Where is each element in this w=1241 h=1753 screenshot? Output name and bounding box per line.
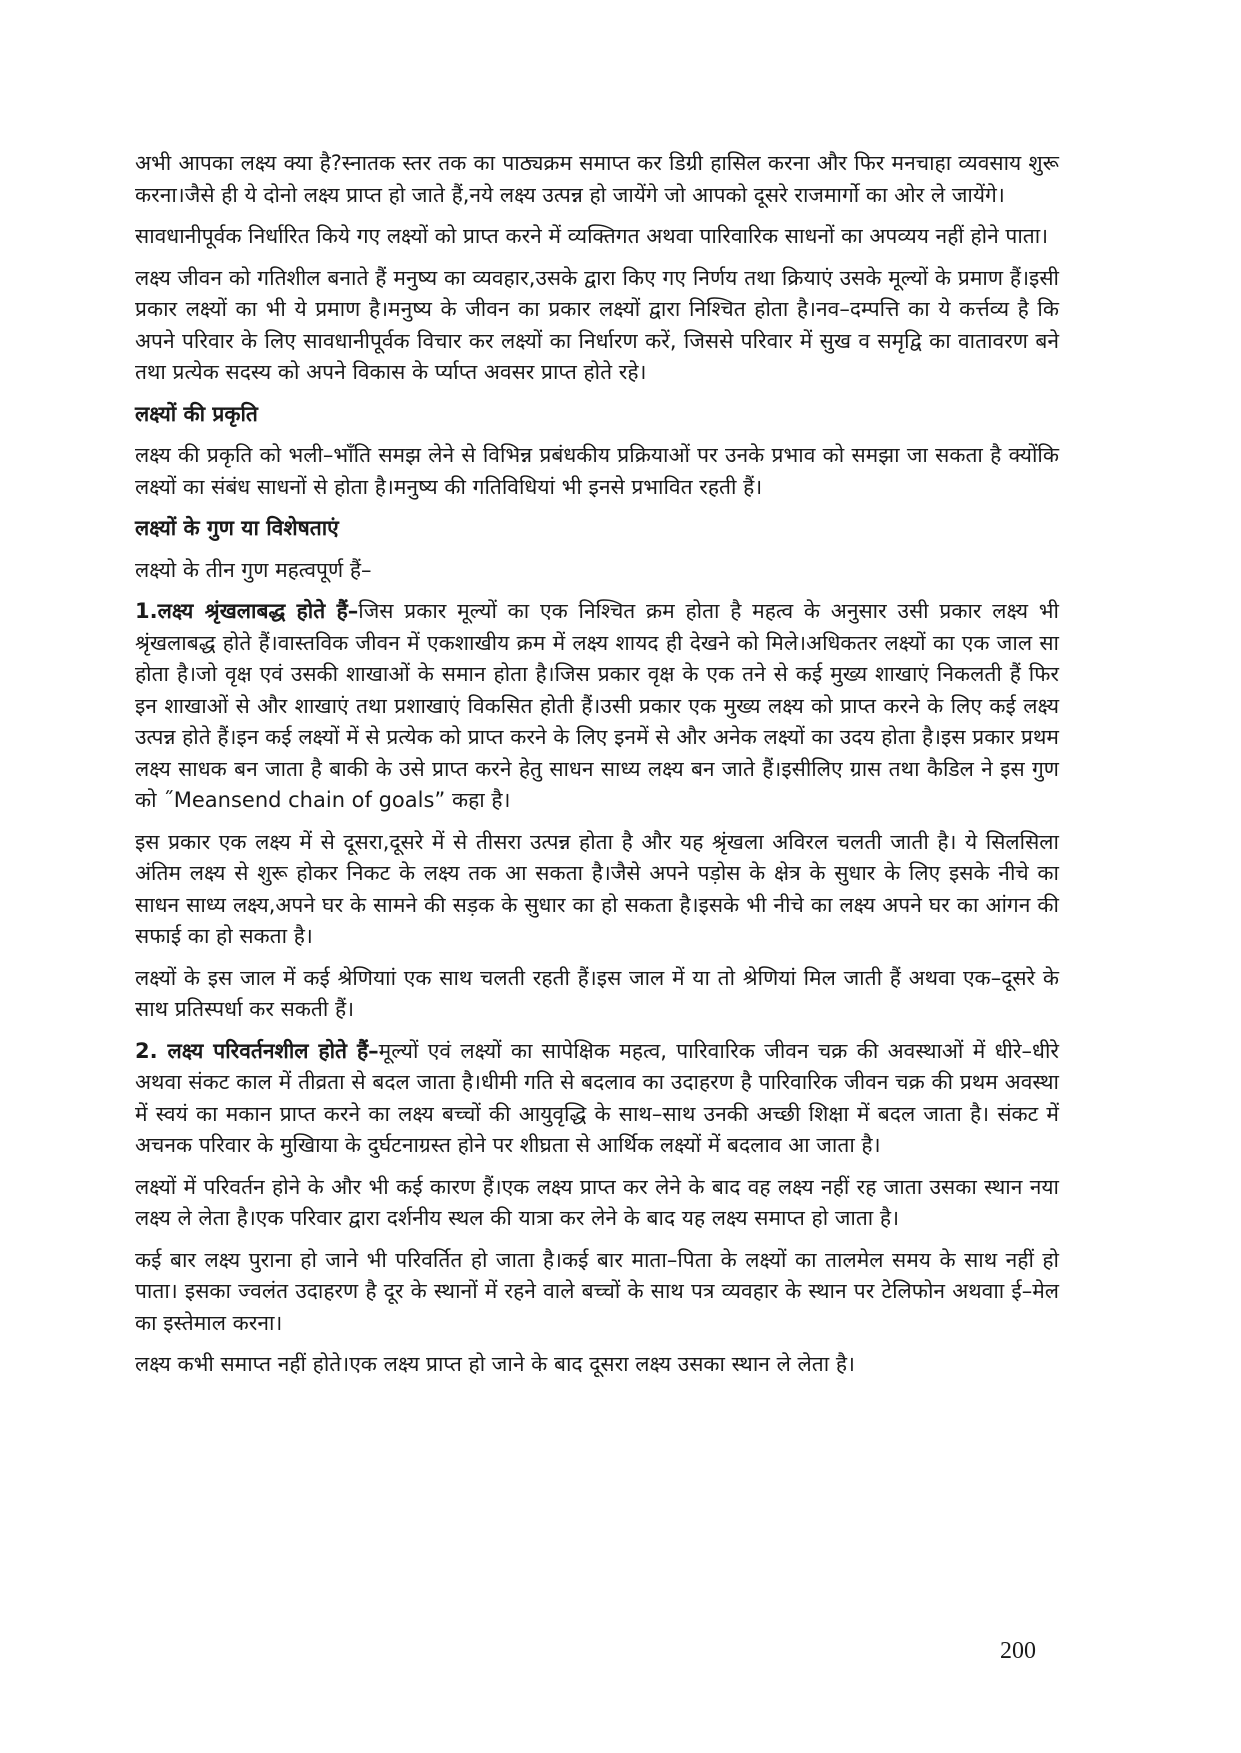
paragraph-quality-two	[135, 1036, 1059, 1162]
page-number: 200	[1000, 1638, 1036, 1664]
paragraph-change-reasons: लक्ष्यों में परिवर्तन होने के और भी कई कारण हैं।एक लक्ष्य प्राप्त कर लेने के बाद वह लक्ष्य नहीं रह जाता उसका स्थान नया लक्ष्य ले लेता है।एक परिवार द्वारा दर्शनीय स्थल की यात्रा कर लेने के बाद यह लक्ष्य समाप्त हो जाता है।	[135, 1174, 1059, 1230]
heading-goal-qualities: लक्ष्यों के गुण या विशेषताएं	[135, 516, 339, 540]
heading-nature-of-goals: लक्ष्यों की प्रकृति	[135, 401, 258, 426]
document-page	[135, 148, 1059, 1391]
paragraph-three-qualities: लक्ष्यो के तीन गुण महत्वपूर्ण हैं–	[135, 557, 372, 582]
paragraph-goal-network: लक्ष्यों के इस जाल में कई श्रेणियाां एक साथ चलती रहती हैं।इस जाल में या तो श्रेणियां मिल जाती हैं अथवा एक–दूसरे के साथ प्रतिस्पर्धा कर सकती हैं।	[135, 965, 1059, 1021]
paragraph-careful-goals: सावधानीपूर्वक निर्धारित किये गए लक्ष्यों को प्राप्त करने में व्यक्तिगत अथवा पारिवारिक साधनों का अपव्यय नहीं होने पाता।	[135, 224, 1049, 248]
quality-two-title: 2. लक्ष्य परिवर्तनशील होते हैं–	[135, 1038, 379, 1063]
paragraph-goal-chain: इस प्रकार एक लक्ष्य में से दूसरा,दूसरे में से तीसरा उत्पन्न होता है और यह श्रृंखला अविरल चलती जाती है। ये सिलसिला अंतिम लक्ष्य से शुरू होकर निकट के लक्ष्य तक आ सकता है।जैसे अपने पड़ोस के क्षेत्र के सुधार के लिए इसके नीचे का साधन साध्य लक्ष्य,अपने घर के सामने की सड़क के सुधार का हो सकता है।इसके भी नीचे का लक्ष्य अपने घर का आंगन की सफाई का हो सकता है।	[135, 829, 1059, 948]
paragraph-outdated-goals: कई बार लक्ष्य पुराना हो जाने भी परिवर्तित हो जाता है।कई बार माता–पिता के लक्ष्यों का तालमेल समय के साथ नहीं हो पाता। इसका ज्वलंत उदाहरण है दूर के स्थानों में रहने वाले बच्चों के साथ पत्र व्यवहार के स्थान पर टेलिफोन अथवाा ई–मेल का इस्तेमाल करना।	[135, 1247, 1059, 1335]
paragraph-current-goal: अभी आपका लक्ष्य क्या है?स्नातक स्तर तक का पाठ्यक्रम समाप्त कर डिग्री हासिल करना और फिर मनचाहा व्यवसाय शुरू करना।जैसे ही ये दोनो लक्ष्य प्राप्त हो जाते हैं,नये लक्ष्य उत्पन्न हो जायेंगे जो आपको दूसरे राजमार्गो का ओर ले जायेंगे।	[135, 151, 1059, 207]
paragraph-nature-of-goals: लक्ष्य की प्रकृति को भली–भाँति समझ लेने से विभिन्न प्रबंधकीय प्रक्रियाओं पर उनके प्रभाव को समझा जा सकता है क्योंकि लक्ष्यों का संबंध साधनों से होता है।मनुष्य की गतिविधियां भी इनसे प्रभावित रहती हैं।	[135, 443, 1059, 499]
quality-one-text: जिस प्रकार मूल्यों का एक निश्चित क्रम होता है महत्व के अनुसार उसी प्रकार लक्ष्य भी श्रृंखलाबद्ध होते हैं।वास्तविक जीवन में एकशाखीय क्रम में लक्ष्य शायद ही देखने को मिले।अधिकतर लक्ष्यों का एक जाल सा होता है।जो वृक्ष एवं उसकी शाखाओं के समान होता है।जिस प्रकार वृक्ष के एक तने से कई मुख्य शाखाएं निकलती हैं फिर इन शाखाओं से और शाखाएं तथा प्रशाखाएं विकसित होती हैं।उसी प्रकार एक मुख्य लक्ष्य को प्राप्त करने के लिए कई लक्ष्य उत्पन्न होते हैं।इन कई लक्ष्यों में से प्रत्येक को प्राप्त करने के लिए इनमें से और अनेक लक्ष्यों का उदय होता है।इस प्रकार प्रथम लक्ष्य साधक बन जाता है बाकी के उसे प्राप्त करने हेतु साधन साध्य लक्ष्य बन जाते हैं।इसीलिए ग्रास तथा कैडिल ने इस गुण को ˝Meansend chain of goals” कहा है।	[135, 599, 1059, 812]
paragraph-goals-dynamic: लक्ष्य जीवन को गतिशील बनाते हैं मनुष्य का व्यवहार,उसके द्वारा किए गए निर्णय तथा क्रियाएं उसके मूल्यों के प्रमाण हैं।इसी प्रकार लक्ष्यों का भी ये प्रमाण है।मनुष्य के जीवन का प्रकार लक्ष्यों द्वारा निश्चित होता है।नव–दम्पत्ति का ये कर्त्तव्य है कि अपने परिवार के लिए सावधानीपूर्वक विचार कर लक्ष्यों का निर्धारण करें, जिससे परिवार में सुख व समृद्वि का वातावरण बने तथा प्रत्येक सदस्य को अपने विकास के र्प्याप्त अवसर प्राप्त होते रहे।	[135, 265, 1059, 384]
quality-one-title: 1.लक्ष्य श्रृंखलाबद्ध होते हैं–	[135, 599, 359, 623]
paragraph-goals-never-end: लक्ष्य कभी समाप्त नहीं होते।एक लक्ष्य प्राप्त हो जाने के बाद दूसरा लक्ष्य उसका स्थान ले लेता है।	[135, 1352, 855, 1376]
quality-two-text: मूल्यों एवं लक्ष्यों का सापेक्षिक महत्व, पारिवारिक जीवन चक्र की अवस्थाओं में धीरे–धीरे अथवा संकट काल में तीव्रता से बदल जाता है।धीमी गति से बदलाव का उदाहरण है पारिवारिक जीवन चक्र की प्रथम अवस्था में स्वयं का मकान प्राप्त करने का लक्ष्य बच्चों की आयुवृद्धि के साथ–साथ उनकी अच्छी शिक्षा में बदल जाता है। संकट में अचनक परिवार के मुखिाया के दुर्घटनाग्रस्त होने पर शीघ्रता से आर्थिक लक्ष्यों में बदलाव आ जाता है।	[135, 1038, 1059, 1157]
paragraph-quality-one	[135, 596, 1059, 817]
